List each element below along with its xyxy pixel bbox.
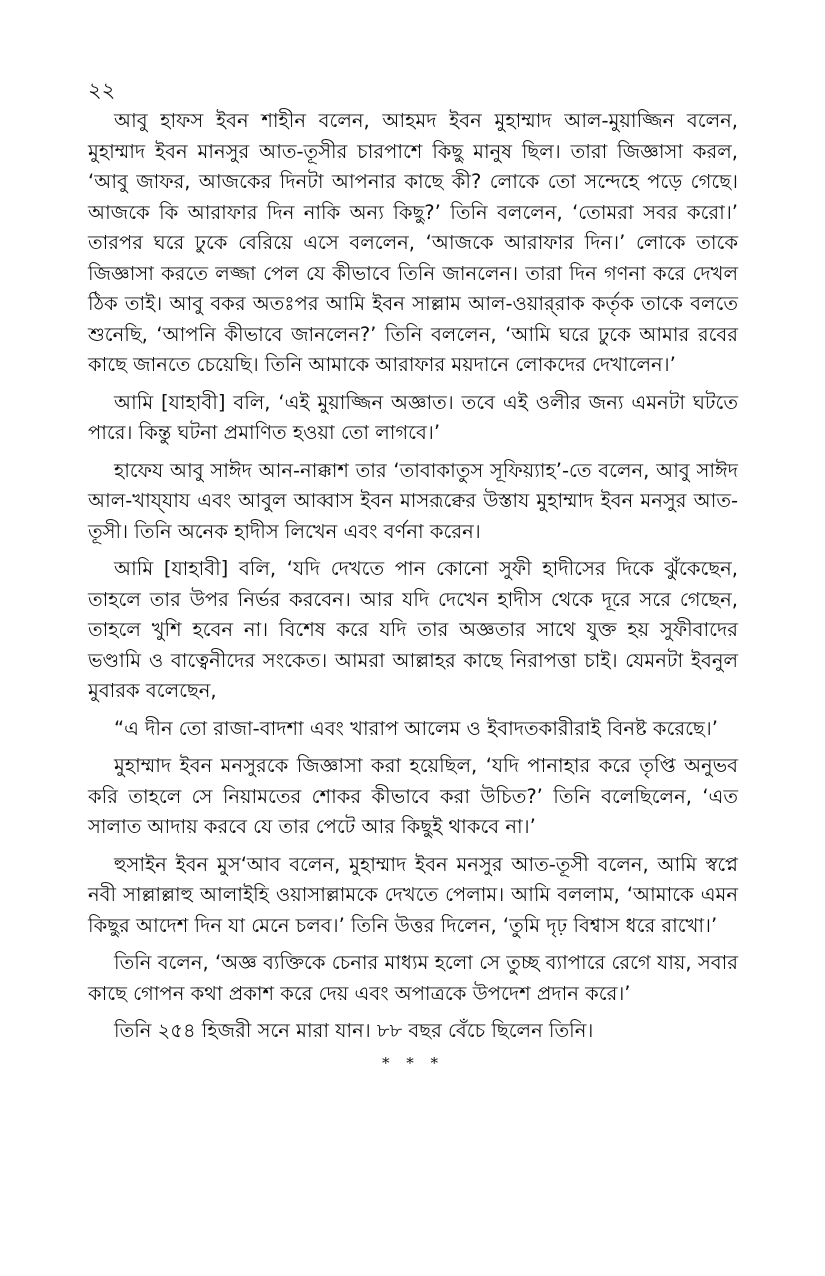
section-separator: * * *	[381, 1053, 445, 1072]
book-page	[88, 76, 738, 1072]
paragraph-ignorant-signs: তিনি বলেন, ‘অজ্ঞ ব্যক্তিকে চেনার মাধ্যম হলো সে তুচ্ছ ব্যাপারে রেগে যায়, সবার কাছে গোপন কথা প্রকাশ করে দেয় এবং অপাত্রকে উপদেশ প্রদান করে।’	[88, 951, 738, 1005]
paragraph-dhahabi-comment-sufi: আমি [যাহাবী] বলি, ‘যদি দেখতে পান কোনো সুফী হাদীসের দিকে ঝুঁকেছেন, তাহলে তার উপর নির্ভর করবেন। আর যদি দেখেন হাদীস থেকে দূরে সরে গেছেন, তাহলে খুশি হবেন না। বিশেষ করে যদি তার অজ্ঞতার সাথে যুক্ত হয় সুফীবাদের ভণ্ডামি ও বাত্বেনীদের সংকেত। আমরা আল্লাহর কাছে নিরাপত্তা চাই। যেমনটা ইবনুল মুবারক বলেছেন,	[88, 557, 738, 702]
paragraph-ibn-shahin-narration: আবু হাফস ইবন শাহীন বলেন, আহমদ ইবন মুহাম্মাদ আল-মুয়াজ্জিন বলেন, মুহাম্মাদ ইবন মানসুর আত-তূসীর চারপাশে কিছু মানুষ ছিল। তারা জিজ্ঞাসা করল, ‘আবু জাফর, আজকের দিনটা আপনার কাছে কী? লোকে তো সন্দেহে পড়ে গেছে। আজকে কি আরাফার দিন নাকি অন্য কিছু?’ তিনি বললেন, ‘তোমরা সবর করো।’ তারপর ঘরে ঢুকে বেরিয়ে এসে বললেন, ‘আজকে আরাফার দিন।’ লোকে তাকে জিজ্ঞাসা করতে লজ্জা পেল যে কীভাবে তিনি জানলেন। তারা দিন গণনা করে দেখল ঠিক তাই। আবু বকর অতঃপর আমি ইবন সাল্লাম আল-ওয়ার্‌রাক কর্তৃক তাকে বলতে শুনেছি, ‘আপনি কীভাবে জানলেন?’ তিনি বললেন, ‘আমি ঘরে ঢুকে আমার রবের কাছে জানতে চেয়েছি। তিনি আমাকে আরাফার ময়দানে লোকদের দেখালেন।’	[88, 109, 738, 376]
page-number: ২২	[88, 78, 116, 102]
paragraph-ibn-mubarak-quote: “এ দীন তো রাজা-বাদশা এবং খারাপ আলেম ও ইবাদতকারীরাই বিনষ্ট করেছে।’	[114, 716, 718, 740]
paragraph-death-year: তিনি ২৫৪ হিজরী সনে মারা যান। ৮৮ বছর বেঁচে ছিলেন তিনি।	[114, 1019, 594, 1042]
paragraph-dhahabi-comment-muadhdhin: আমি [যাহাবী] বলি, ‘এই মুয়াজ্জিন অজ্ঞাত। তবে এই ওলীর জন্য এমনটা ঘটতে পারে। কিন্তু ঘটনা প্রমাণিত হওয়া তো লাগবে।’	[88, 390, 738, 444]
paragraph-dream-narration: হুসাইন ইবন মুস‘আব বলেন, মুহাম্মাদ ইবন মনসুর আত-তূসী বলেন, আমি স্বপ্নে নবী সাল্লাল্লাহু আলাইহি ওয়াসাল্লামকে দেখতে পেলাম। আমি বললাম, ‘আমাকে এমন কিছুর আদেশ দিন যা মেনে চলব।’ তিনি উত্তর দিলেন, ‘তুমি দৃঢ় বিশ্বাস ধরে রাখো।’	[88, 852, 738, 937]
paragraph-gratitude-question: মুহাম্মাদ ইবন মনসুরকে জিজ্ঞাসা করা হয়েছিল, ‘যদি পানাহার করে তৃপ্তি অনুভব করি তাহলে সে নিয়ামতের শোকর কীভাবে করা উচিত?’ তিনি বলেছিলেন, ‘এত সালাত আদায় করবে যে তার পেটে আর কিছুই থাকবে না।’	[88, 754, 738, 838]
paragraph-naqqash-tabaqat: হাফেয আবু সাঈদ আন-নাক্কাশ তার ‘তাবাকাতুস সূফিয়্যাহ’-তে বলেন, আবু সাঈদ আল-খায্‌যায এবং আবুল আব্বাস ইবন মাসরূক্বের উস্তায মুহাম্মাদ ইবন মনসুর আত-তূসী। তিনি অনেক হাদীস লিখেন এবং বর্ণনা করেন।	[88, 458, 738, 543]
